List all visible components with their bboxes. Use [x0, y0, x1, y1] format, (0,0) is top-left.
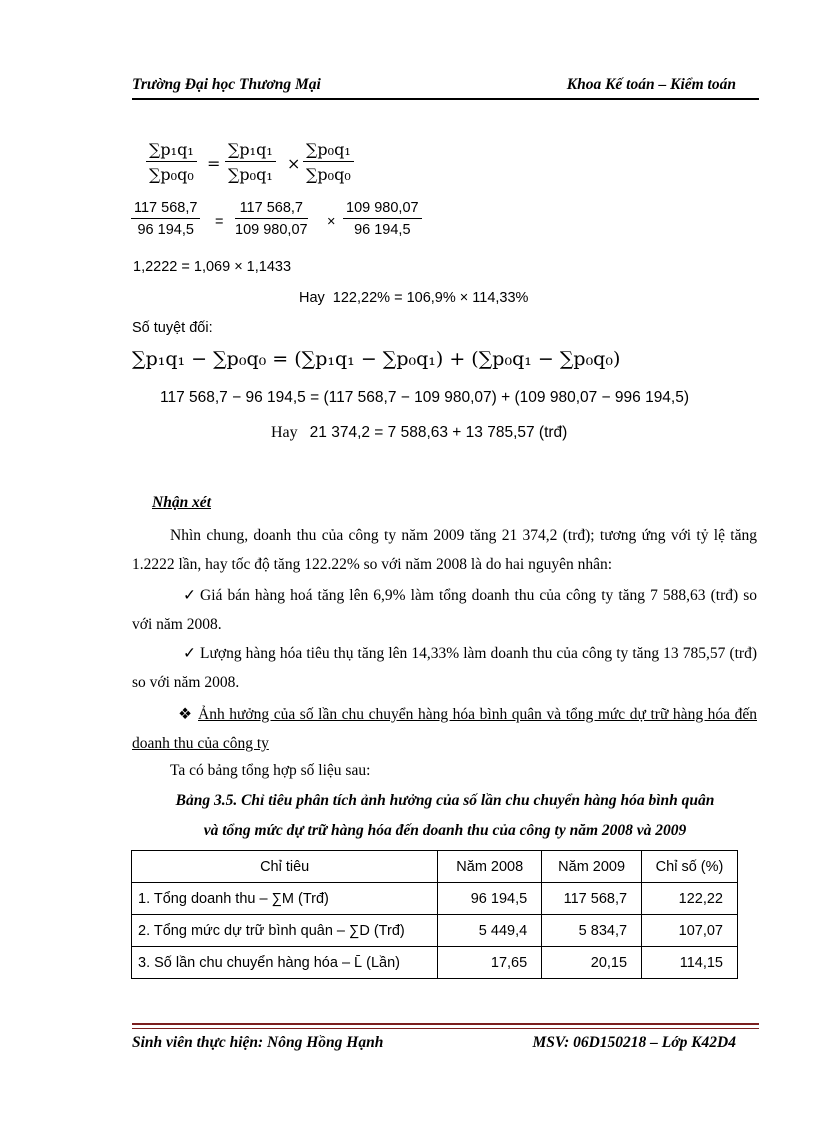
table-cell: 17,65 [438, 947, 542, 979]
table-header-row [132, 851, 738, 883]
ratio-line: 1,2222 = 1,069 × 1,1433 [133, 259, 292, 275]
header-divider [132, 98, 759, 100]
table-cell: 5 449,4 [438, 915, 542, 947]
footer-student: Sinh viên thực hiện: Nông Hồng Hạnh [132, 1034, 384, 1051]
table-cell: 1. Tổng doanh thu – ∑M (Trđ) [132, 883, 438, 915]
table-cell: 5 834,7 [542, 915, 642, 947]
section-heading: ❖ Ảnh hưởng của số lần chu chuyển hàng hóa bình quân và tổng mức dự trữ hàng hóa đến doanh thu của công ty [132, 700, 757, 758]
header-school: Trường Đại học Thương Mại [132, 76, 321, 93]
table-cell: 107,07 [642, 915, 738, 947]
table-cell: 96 194,5 [438, 883, 542, 915]
absolute-result: Hay 21 374,2 = 7 588,63 + 13 785,57 (trđ) [271, 424, 568, 441]
column-header: Năm 2008 [438, 851, 542, 883]
absolute-numeric: 117 568,7 − 96 194,5 = (117 568,7 − 109 980,07) + (109 980,07 − 996 194,5) [160, 389, 690, 406]
column-header: Chỉ số (%) [642, 851, 738, 883]
column-header: Chỉ tiêu [132, 851, 438, 883]
table-caption-line1: Bảng 3.5. Chỉ tiêu phân tích ảnh hưởng của số lần chu chuyển hàng hóa bình quân [175, 792, 715, 809]
formula-factor2: $\frac{\text{∑p₀q₁}}{\text{∑p₀q₀}}$ [303, 140, 354, 184]
data-table [131, 850, 738, 979]
formula-factor1: $\frac{\text{∑p₁q₁}}{\text{∑p₀q₁}}$ [225, 140, 276, 184]
header-faculty: Khoa Kế toán – Kiểm toán [566, 76, 736, 93]
footer-divider-thin [132, 1028, 759, 1029]
diamond-bullet-icon: ❖ [178, 706, 192, 723]
footer-divider [132, 1023, 759, 1025]
table-intro: Ta có bảng tổng hợp số liệu sau: [170, 762, 371, 779]
table-caption-line2: và tổng mức dự trữ hàng hóa đến doanh thu của công ty năm 2008 và 2009 [203, 822, 687, 839]
bullet-item-price: ✓ Giá bán hàng hoá tăng lên 6,9% làm tổng doanh thu của công ty tăng 7 588,63 (trđ) so với năm 2008. [132, 581, 757, 639]
table-row [132, 947, 738, 979]
remarks-heading: Nhận xét [152, 494, 211, 511]
table-cell: 3. Số lần chu chuyển hàng hóa – L̄ (Lần) [132, 947, 438, 979]
table-row [132, 915, 738, 947]
table-cell: 114,15 [642, 947, 738, 979]
table-cell: 2. Tổng mức dự trữ bình quân – ∑D (Trđ) [132, 915, 438, 947]
table-cell: 20,15 [542, 947, 642, 979]
percent-line: Hay 122,22% = 106,9% × 114,33% [299, 290, 529, 306]
remarks-paragraph: Nhìn chung, doanh thu của công ty năm 2009 tăng 21 374,2 (trđ); tương ứng với tỷ lệ tăng 1.2222 lần, hay tốc độ tăng 122.22% so với năm 2008 là do hai nguyên nhân: [132, 527, 757, 573]
table-cell: 117 568,7 [542, 883, 642, 915]
column-header: Năm 2009 [542, 851, 642, 883]
check-icon: ✓ [183, 587, 196, 604]
footer-student-id: MSV: 06D150218 – Lớp K42D4 [532, 1034, 736, 1051]
check-icon: ✓ [183, 645, 196, 662]
formula-lhs: $\frac{\text{∑p₁q₁}}{\text{∑p₀q₀}}$ [146, 140, 197, 184]
bullet-item-volume: ✓ Lượng hàng hóa tiêu thụ tăng lên 14,33% làm doanh thu của công ty tăng 13 785,57 (trđ) so với năm 2008. [132, 639, 757, 697]
table-row [132, 883, 738, 915]
absolute-formula: ∑p₁q₁ − ∑p₀q₀ = (∑p₁q₁ − ∑p₀q₁) + (∑p₀q₁ − ∑p₀q₀) [132, 348, 621, 370]
absolute-label: Số tuyệt đối: [132, 320, 213, 336]
table-cell: 122,22 [642, 883, 738, 915]
